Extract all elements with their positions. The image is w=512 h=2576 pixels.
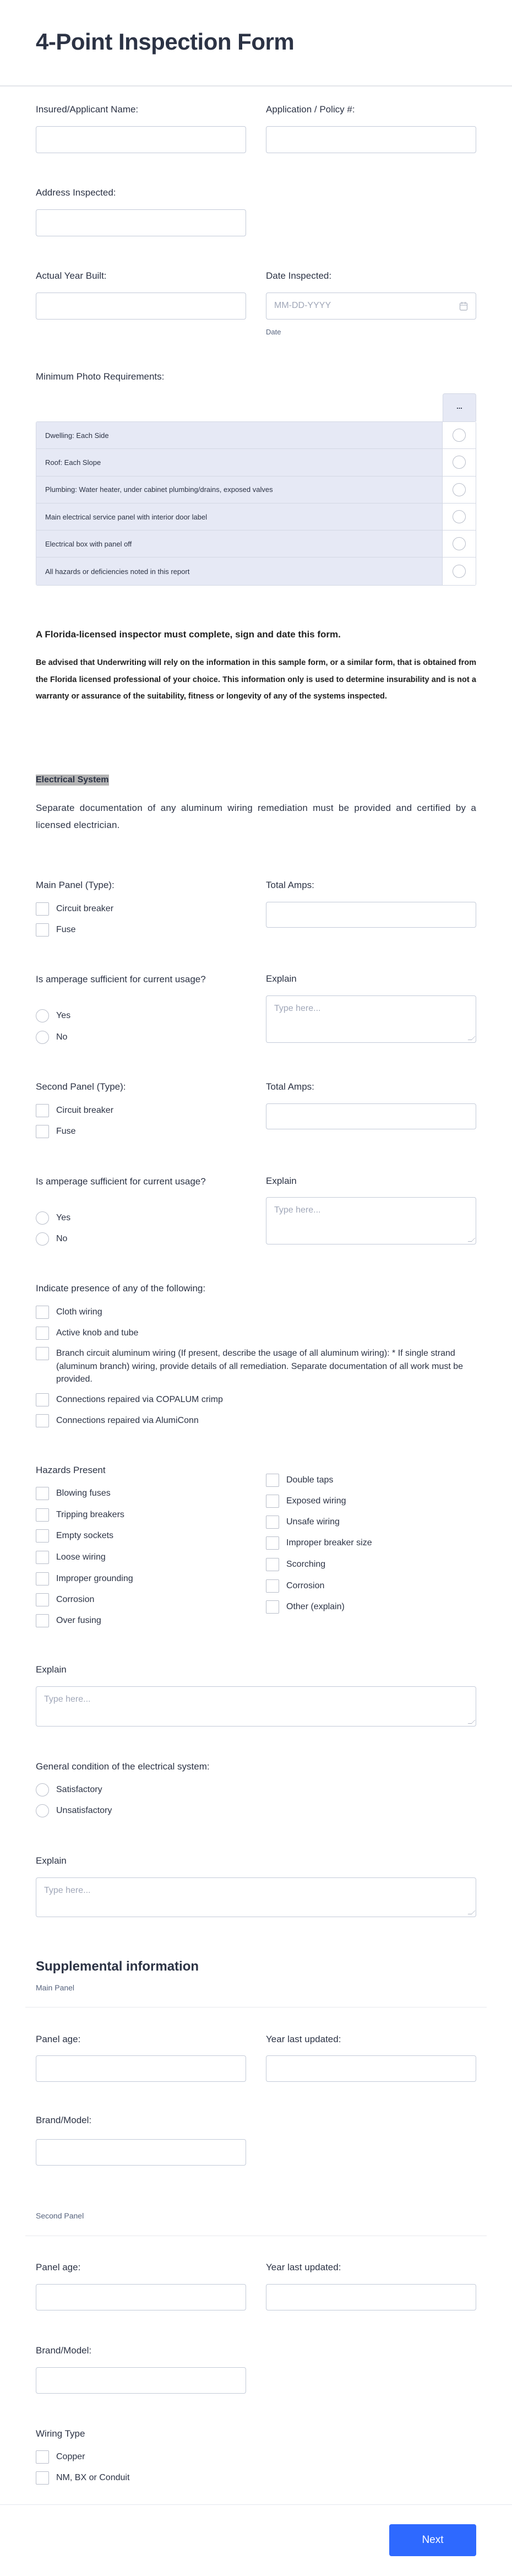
electrical-heading: Electrical System [36, 775, 109, 784]
checkbox[interactable] [266, 1516, 279, 1529]
resize-handle-icon[interactable] [468, 1720, 476, 1724]
hazard-option[interactable] [266, 1495, 346, 1508]
main-panel-age-label: Panel age: [36, 2034, 81, 2044]
hazard-option[interactable] [36, 1551, 106, 1564]
option-label: Corrosion [286, 1581, 325, 1590]
wiring-nm-option[interactable] [36, 2471, 129, 2485]
checkbox[interactable] [266, 1558, 279, 1571]
address-input[interactable] [36, 209, 246, 236]
resize-handle-icon[interactable] [468, 1036, 476, 1040]
electrical-description: Separate documentation of any aluminum wiring remediation must be provided and certified by a licensed electrician. [36, 803, 476, 830]
indicate-option[interactable] [36, 1414, 199, 1427]
second-fuse-option[interactable] [36, 1125, 76, 1138]
checkbox[interactable] [36, 1551, 49, 1564]
second-amperage-yes[interactable] [36, 1211, 70, 1225]
placeholder: Type here... [274, 1205, 321, 1215]
radio[interactable] [36, 1031, 49, 1044]
checkbox[interactable] [36, 1327, 49, 1340]
second-amperage-question: Is amperage sufficient for current usage? [36, 1176, 206, 1187]
main-fuse-option[interactable] [36, 923, 76, 937]
hazard-option[interactable] [266, 1516, 340, 1529]
second-explain-textarea[interactable] [266, 1197, 476, 1244]
option-label: No [56, 1032, 68, 1042]
option-label: Branch circuit aluminum wiring (If present, describe the usage of all aluminum wiring): * If single strand (aluminum branch) wiring, provide details of all remediation. Separate documentation of all work must be provided. [56, 1349, 464, 1384]
main-year-updated-label: Year last updated: [266, 2034, 341, 2044]
next-button[interactable]: Next [389, 2524, 476, 2556]
row-label: All hazards or deficiencies noted in this report [36, 558, 443, 585]
option-label: Loose wiring [56, 1552, 106, 1562]
option-label: Circuit breaker [56, 1106, 114, 1115]
radio[interactable] [36, 1804, 49, 1817]
date-placeholder: MM-DD-YYYY [274, 301, 331, 310]
option-label: Unsatisfactory [56, 1806, 112, 1815]
option-label: Improper grounding [56, 1574, 133, 1583]
condition-explain-label: Explain [36, 1855, 67, 1866]
indicate-option[interactable] [36, 1327, 138, 1340]
year-built-input[interactable] [36, 293, 246, 320]
hazard-option[interactable] [36, 1508, 124, 1522]
main-panel-age-input[interactable] [36, 2055, 246, 2082]
second-total-amps-label: Total Amps: [266, 1081, 314, 1092]
main-year-updated-input[interactable] [266, 2055, 476, 2082]
hazards-label: Hazards Present [36, 1465, 106, 1475]
checkbox[interactable] [36, 2471, 49, 2485]
placeholder: Type here... [44, 1695, 91, 1704]
option-label: Connections repaired via AlumiConn [56, 1416, 199, 1425]
option-label: Corrosion [56, 1595, 95, 1604]
checkbox[interactable] [36, 1508, 49, 1522]
row-radio[interactable] [453, 565, 466, 578]
year-built-label: Actual Year Built: [36, 270, 107, 281]
second-panel-subheading: Second Panel [36, 2211, 84, 2220]
photo-requirements-table [36, 421, 476, 586]
radio[interactable] [36, 1009, 49, 1022]
row-label: Electrical box with panel off [36, 531, 443, 557]
main-amperage-no[interactable] [36, 1031, 67, 1044]
second-circuit-breaker-option[interactable] [36, 1104, 113, 1117]
table-row [36, 449, 476, 476]
wiring-type-label: Wiring Type [36, 2428, 85, 2439]
hazard-option[interactable] [36, 1529, 113, 1543]
resize-handle-icon[interactable] [468, 1238, 476, 1242]
checkbox[interactable] [36, 1347, 49, 1360]
hazard-option[interactable] [36, 1593, 94, 1606]
checkbox[interactable] [36, 1104, 49, 1117]
indicate-option[interactable] [36, 1306, 102, 1319]
photo-requirements-label: Minimum Photo Requirements: [36, 371, 165, 382]
checkbox[interactable] [266, 1474, 279, 1487]
total-amps-label: Total Amps: [266, 880, 314, 890]
option-label: Yes [56, 1011, 71, 1020]
table-row [36, 558, 476, 585]
row-radio[interactable] [453, 510, 466, 523]
main-amperage-question: Is amperage sufficient for current usage? [36, 974, 206, 984]
date-sublabel: Date [266, 328, 281, 336]
wiring-copper-option[interactable] [36, 2450, 85, 2464]
second-brand-model-label: Brand/Model: [36, 2345, 92, 2356]
checkbox[interactable] [36, 902, 49, 916]
option-label: Exposed wiring [286, 1496, 346, 1506]
photo-column-header: ... [443, 393, 476, 421]
main-total-amps-input[interactable] [266, 902, 476, 928]
option-label: NM, BX or Conduit [56, 2473, 130, 2482]
table-row [36, 531, 476, 558]
policy-number-input[interactable] [266, 126, 476, 153]
checkbox[interactable] [266, 1495, 279, 1508]
option-label: Fuse [56, 925, 76, 934]
option-label: Tripping breakers [56, 1510, 124, 1519]
checkbox[interactable] [266, 1579, 279, 1593]
checkbox[interactable] [36, 2450, 49, 2464]
resize-handle-icon[interactable] [468, 1911, 476, 1914]
hazard-option[interactable] [36, 1614, 101, 1627]
main-panel-type-label: Main Panel (Type): [36, 880, 115, 890]
main-amperage-yes[interactable] [36, 1009, 70, 1022]
condition-satisfactory[interactable] [36, 1783, 102, 1796]
second-panel-age-label: Panel age: [36, 2262, 81, 2272]
hazard-option[interactable] [266, 1600, 345, 1614]
option-label: Satisfactory [56, 1785, 102, 1794]
option-label: Blowing fuses [56, 1489, 111, 1498]
notice-heading: A Florida-licensed inspector must complete, sign and date this form. [36, 629, 341, 640]
checkbox[interactable] [36, 1529, 49, 1543]
policy-number-label: Application / Policy #: [266, 104, 355, 115]
insured-name-label: Insured/Applicant Name: [36, 104, 139, 115]
row-radio[interactable] [453, 429, 466, 442]
option-label: Other (explain) [286, 1602, 345, 1611]
page-title: 4-Point Inspection Form [36, 29, 295, 55]
option-label: Scorching [286, 1560, 326, 1569]
option-label: Connections repaired via COPALUM crimp [56, 1395, 223, 1404]
insured-name-input[interactable] [36, 126, 246, 153]
indicate-option[interactable] [36, 1347, 476, 1386]
row-radio[interactable] [453, 483, 466, 496]
header-divider [0, 85, 512, 86]
row-label: Plumbing: Water heater, under cabinet plumbing/drains, exposed valves [36, 477, 443, 503]
main-explain-label: Explain [266, 973, 297, 984]
hazard-option[interactable] [266, 1558, 325, 1571]
indicate-presence-label: Indicate presence of any of the following: [36, 1283, 206, 1294]
condition-explain-textarea[interactable] [36, 1877, 476, 1917]
hazards-explain-label: Explain [36, 1664, 67, 1675]
option-label: Yes [56, 1213, 71, 1222]
supplemental-heading: Supplemental information [36, 1959, 199, 1974]
option-label: Copper [56, 2452, 85, 2461]
radio[interactable] [36, 1211, 49, 1225]
main-brand-model-input[interactable] [36, 2139, 246, 2166]
main-circuit-breaker-option[interactable] [36, 902, 113, 916]
notice-body: Be advised that Underwriting will rely on the information in this sample form, or a similar form, that is obtained from the Florida licensed professional of your choice. This information only is used to determine insurability and is not a warranty or assurance of the suitability, fitness or longevity of any of the systems inspected. [36, 658, 476, 701]
checkbox[interactable] [36, 1393, 49, 1406]
second-year-updated-input[interactable] [266, 2284, 476, 2310]
checkbox[interactable] [36, 1125, 49, 1138]
hazard-option[interactable] [36, 1572, 133, 1585]
row-label: Main electrical service panel with interior door label [36, 504, 443, 530]
date-inspected-label: Date Inspected: [266, 270, 332, 281]
option-label: Over fusing [56, 1616, 101, 1625]
hazard-option[interactable] [266, 1579, 324, 1593]
date-inspected-input[interactable] [266, 293, 476, 320]
checkbox[interactable] [266, 1600, 279, 1614]
radio[interactable] [36, 1232, 49, 1246]
condition-unsatisfactory[interactable] [36, 1804, 112, 1817]
placeholder: Type here... [44, 1886, 91, 1895]
second-brand-model-input[interactable] [36, 2367, 246, 2394]
checkbox[interactable] [36, 1306, 49, 1319]
main-panel-subheading: Main Panel [36, 1983, 75, 1992]
address-label: Address Inspected: [36, 187, 116, 198]
option-label: Empty sockets [56, 1531, 114, 1540]
hazard-option[interactable] [266, 1474, 333, 1487]
main-brand-model-label: Brand/Model: [36, 2115, 92, 2125]
second-explain-label: Explain [266, 1176, 297, 1186]
row-radio[interactable] [453, 456, 466, 469]
second-panel-age-input[interactable] [36, 2284, 246, 2310]
option-label: Fuse [56, 1127, 76, 1136]
table-row [36, 504, 476, 531]
table-row [36, 422, 476, 449]
second-amperage-no[interactable] [36, 1232, 67, 1246]
option-label: No [56, 1234, 68, 1243]
row-radio[interactable] [453, 537, 466, 550]
option-label: Cloth wiring [56, 1307, 102, 1317]
checkbox[interactable] [266, 1536, 279, 1550]
general-condition-label: General condition of the electrical system: [36, 1761, 210, 1772]
row-label: Dwelling: Each Side [36, 422, 443, 448]
checkbox[interactable] [36, 1414, 49, 1427]
option-label: Unsafe wiring [286, 1517, 340, 1527]
option-label: Active knob and tube [56, 1328, 139, 1338]
radio[interactable] [36, 1783, 49, 1796]
checkbox[interactable] [36, 1614, 49, 1627]
indicate-option[interactable] [36, 1393, 223, 1406]
row-label: Roof: Each Slope [36, 449, 443, 475]
checkbox[interactable] [36, 1572, 49, 1585]
main-explain-textarea[interactable] [266, 995, 476, 1043]
placeholder: Type here... [274, 1004, 321, 1013]
footer-divider [0, 2504, 512, 2505]
checkbox[interactable] [36, 1487, 49, 1500]
checkbox[interactable] [36, 1593, 49, 1606]
option-label: Improper breaker size [286, 1538, 372, 1547]
checkbox[interactable] [36, 923, 49, 937]
calendar-icon[interactable] [459, 301, 468, 311]
second-year-updated-label: Year last updated: [266, 2262, 341, 2272]
hazard-option[interactable] [36, 1487, 111, 1500]
hazards-explain-textarea[interactable] [36, 1686, 476, 1727]
second-total-amps-input[interactable] [266, 1103, 476, 1129]
second-panel-type-label: Second Panel (Type): [36, 1081, 126, 1092]
hazard-option[interactable] [266, 1536, 372, 1550]
option-label: Circuit breaker [56, 904, 114, 913]
option-label: Double taps [286, 1475, 334, 1485]
table-row [36, 477, 476, 504]
